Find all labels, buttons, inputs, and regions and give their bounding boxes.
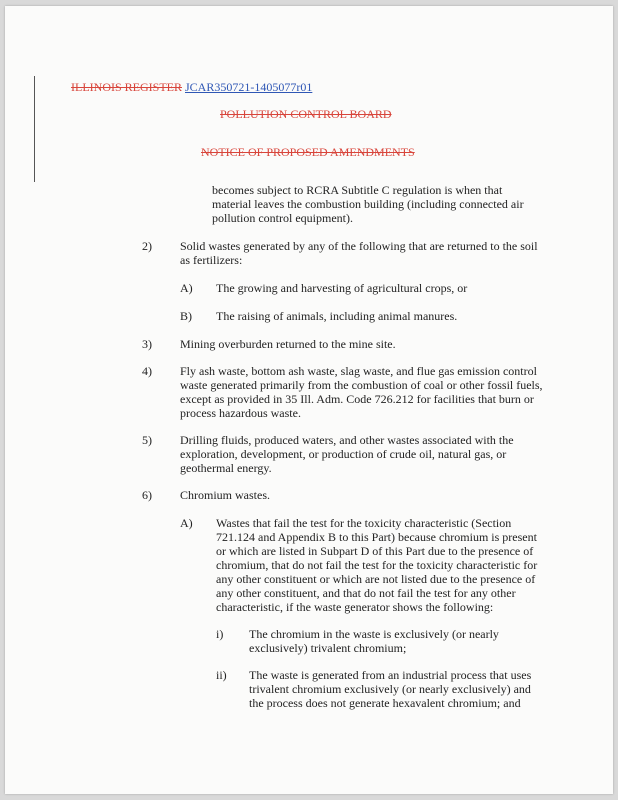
item-text: Chromium wastes.: [180, 488, 270, 502]
sub-item-number: A): [180, 516, 193, 530]
sub-item-text: The growing and harvesting of agricultural crops, or: [216, 281, 468, 295]
register-inserted-text: JCAR350721-1405077r01: [185, 80, 313, 94]
register-header: [71, 80, 312, 95]
sub-item-text: The raising of animals, including animal manures.: [216, 309, 458, 323]
item-text: Fly ash waste, bottom ash waste, slag waste, and flue gas emission control waste generated primarily from the combustion of coal or other fossil fuels, except as provided in 35 Ill. Adm. Code 726.212 for facilities that burn or process hazardous waste.: [180, 364, 543, 420]
item-text: Solid wastes generated by any of the following that are returned to the soil as fertilizers:: [180, 239, 538, 267]
clause-number: ii): [216, 668, 227, 682]
item-number: 2): [142, 239, 152, 253]
register-deleted-text: ILLINOIS REGISTER: [71, 80, 182, 94]
item-text: Drilling fluids, produced waters, and other wastes associated with the exploration, development, or production of crude oil, natural gas, or geothermal energy.: [180, 433, 514, 475]
item-number: 3): [142, 337, 152, 351]
sub-item-text: Wastes that fail the test for the toxicity characteristic (Section 721.124 and Appendix B to this Part) because chromium is present or which are listed in Subpart D of this Part due to the presence of chromium, that do not fail the test for the toxicity characteristic for any other constituent or which are not listed due to the presence of any other constituent, and that do not fail the test for any other characteristic, if the waste generator shows the following:: [216, 516, 538, 614]
item-number: 4): [142, 364, 152, 378]
sub-item-number: A): [180, 281, 193, 295]
board-header: POLLUTION CONTROL BOARD: [220, 107, 392, 121]
document-page: [5, 6, 613, 794]
clause-number: i): [216, 627, 224, 641]
continuation-paragraph: becomes subject to RCRA Subtitle C regulation is when that material leaves the combustion building (including connected air pollution control equipment).: [212, 183, 524, 225]
sub-item-number: B): [180, 309, 192, 323]
revision-change-bar: [34, 76, 35, 182]
notice-header: NOTICE OF PROPOSED AMENDMENTS: [201, 145, 415, 159]
item-text: Mining overburden returned to the mine site.: [180, 337, 396, 351]
item-number: 5): [142, 433, 152, 447]
clause-text: The waste is generated from an industrial process that uses trivalent chromium exclusively (or nearly exclusively) and the process does not generate hexavalent chromium; and: [249, 668, 532, 710]
clause-text: The chromium in the waste is exclusively (or nearly exclusively) trivalent chromium;: [249, 627, 499, 655]
item-number: 6): [142, 488, 152, 502]
